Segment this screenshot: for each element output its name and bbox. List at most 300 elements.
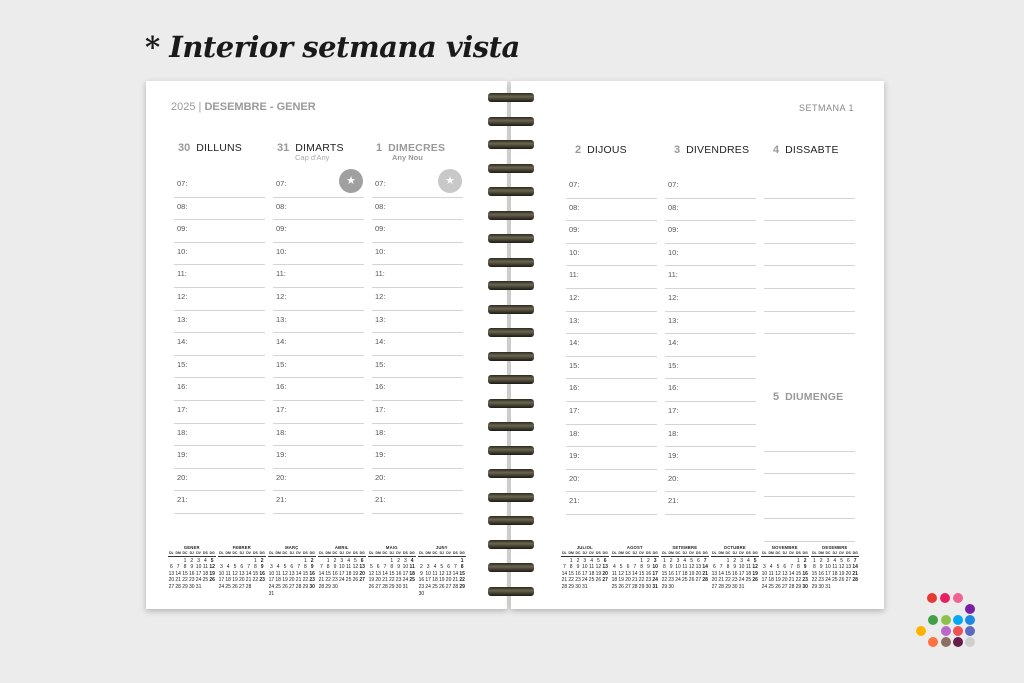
hour-row[interactable] [273,401,364,424]
hour-label: 13: [375,314,386,324]
hour-row[interactable] [665,492,756,515]
day-cell: 28 [452,583,459,590]
weekday-abbr: DV [738,550,745,557]
spiral-ring [488,187,534,197]
weekday-abbr: DG [802,550,809,557]
day-cell: 3 [676,557,680,564]
day-cell: 15 [795,570,802,577]
hour-row[interactable] [566,221,657,244]
day-cell: 28 [852,577,858,584]
hour-row[interactable] [665,221,756,244]
day-cell: 7 [383,564,387,571]
day-cell: 4 [347,557,350,564]
mini-calendar-grid [761,550,809,590]
day-number: 2 [575,144,582,156]
empty-cell [295,558,302,564]
hour-row[interactable] [665,244,756,267]
hour-label: 19: [177,450,188,460]
weekday-abbr: DM [275,550,282,557]
hour-label: 12: [375,292,386,301]
day-cell: 15 [325,570,331,577]
spiral-ring [488,328,534,338]
spiral-binding [488,90,534,610]
hour-row[interactable] [174,491,265,514]
hour-row[interactable] [273,243,364,266]
note-row[interactable] [764,221,855,244]
day-cell: 5 [619,564,623,571]
day-cell: 9 [420,570,423,577]
hour-row[interactable] [665,176,756,199]
weekday-abbr: DV [588,550,595,557]
hour-row[interactable] [273,198,364,221]
day-cell: 8 [326,564,330,571]
day-cell: 1 [796,557,800,564]
day-cell: 1 [663,557,666,564]
ring-wire [488,587,534,596]
day-cell: 22 [459,577,465,584]
hour-row[interactable] [273,288,364,311]
day-cell: 4 [683,557,687,564]
hour-label: 18: [668,428,679,438]
hour-row[interactable] [566,199,657,222]
spiral-ring [488,117,534,127]
mini-calendar-month: DESEMBRE [822,545,848,550]
hour-row[interactable] [566,312,657,335]
day-cell: 11 [202,564,208,571]
hour-row[interactable] [566,334,657,357]
hour-row[interactable] [566,379,657,402]
day-cell: 22 [182,577,188,584]
day-cell: 14 [452,570,459,577]
day-cell: 27 [359,577,365,584]
day-cell: 10 [402,564,409,571]
hour-row[interactable] [273,424,364,447]
note-row[interactable] [764,452,855,475]
hour-row[interactable] [273,311,364,334]
day-cell: 26 [368,583,375,590]
ring-wire [488,328,534,337]
hour-label: 19: [375,450,386,460]
day-column-dimarts [273,138,365,518]
note-row[interactable] [764,474,855,497]
day-cell: 14 [702,564,708,571]
hour-row[interactable] [372,198,463,221]
hour-label: 12: [668,293,679,302]
hour-row[interactable] [174,446,265,469]
day-cell: 25 [588,577,595,584]
day-cell: 10 [761,570,768,577]
hour-label: 18: [375,427,386,437]
weekday-abbr: DS [202,550,209,557]
note-row[interactable] [764,266,855,289]
day-cell: 13 [845,564,852,571]
hour-row[interactable] [665,357,756,380]
weekday-abbr: DS [845,550,852,557]
day-cell: 18 [432,577,438,584]
day-cell: 24 [825,577,831,584]
hour-row[interactable] [273,175,364,198]
hour-row[interactable] [174,265,265,288]
hour-row[interactable] [174,288,265,311]
hour-row[interactable] [372,220,463,243]
day-cell: 15 [252,570,259,577]
brand-dot [965,615,975,625]
note-row[interactable] [764,497,855,520]
weekday-abbr: DL [218,550,225,557]
day-cell: 24 [582,577,588,584]
day-cell: 23 [732,577,738,584]
day-cell: 19 [752,570,758,577]
day-cell: 19 [232,577,238,584]
day-cell: 17 [675,570,681,577]
hour-label: 08: [177,201,188,211]
weekday-abbr: DC [182,550,189,557]
hour-label: 19: [569,451,580,461]
day-cell: 3 [426,564,430,571]
day-cell: 29 [459,583,465,590]
spiral-ring [488,258,534,268]
day-cell: 21 [561,577,568,584]
hour-row[interactable] [665,312,756,335]
mini-calendar-grid [368,550,416,590]
day-cell: 13 [359,564,365,571]
day-cell: 30 [332,583,338,590]
day-cell: 20 [359,570,365,577]
day-cell: 27 [695,577,702,584]
hour-row[interactable] [665,289,756,312]
hour-row[interactable] [174,311,265,334]
hour-row[interactable] [273,356,364,379]
page-title: * Interior setmana vista [145,30,520,64]
hour-label: 19: [668,451,679,461]
weekday-abbr: DG [752,550,759,557]
weekday-abbr: DL [561,550,568,557]
hour-row[interactable] [174,378,265,401]
day-cell: 22 [811,577,818,584]
day-cell: 4 [746,557,750,564]
hour-row[interactable] [665,447,756,470]
day-cell: 22 [725,577,731,584]
day-name: DISSABTE [785,144,839,156]
hour-row[interactable] [372,378,463,401]
day-cell: 6 [713,564,716,571]
spiral-ring [488,375,534,385]
hour-row[interactable] [665,199,756,222]
note-row[interactable] [764,429,855,452]
day-cell: 22 [389,577,395,584]
day-cell: 9 [733,564,737,571]
day-cell: 8 [460,564,464,571]
hour-label: 14: [668,338,679,348]
day-cell: 21 [318,577,325,584]
hour-row[interactable] [665,379,756,402]
hour-row[interactable] [273,491,364,514]
hour-label: 13: [668,315,679,325]
day-cell: 16 [818,570,824,577]
hour-row[interactable] [372,491,463,514]
day-cell: 5 [233,564,237,571]
hour-row[interactable] [665,266,756,289]
hour-row[interactable] [372,288,463,311]
day-cell: 16 [332,570,338,577]
day-cell: 2 [190,557,194,564]
day-cell: 18 [409,570,415,577]
day-cell: 23 [189,577,195,584]
day-cell: 21 [788,577,795,584]
day-cell: 9 [803,564,807,571]
day-cell: 4 [433,564,437,571]
hour-row[interactable] [566,492,657,515]
day-cell: 30 [732,583,738,590]
day-cell: 17 [339,570,345,577]
hour-label: 20: [276,472,287,482]
day-cell: 29 [638,583,645,590]
hour-row[interactable] [566,447,657,470]
day-cell: 17 [268,577,275,584]
day-cell: 14 [382,570,388,577]
ring-wire [488,281,534,290]
weekday-abbr: DG [259,550,266,557]
day-cell: 30 [668,583,674,590]
day-cell: 18 [682,570,688,577]
hour-label: 07: [569,180,580,189]
mini-calendar-grid [418,550,466,597]
day-cell: 29 [811,583,818,590]
spiral-ring [488,211,534,221]
day-cell: 13 [695,564,702,571]
header-separator: | [198,101,202,113]
hour-label: 11: [668,270,678,280]
hour-row[interactable] [566,289,657,312]
day-cell: 21 [452,577,459,584]
day-cell: 29 [182,583,188,590]
hour-row[interactable] [372,401,463,424]
hour-row[interactable] [273,378,364,401]
day-name: DIMARTS [295,142,344,154]
day-cell: 27 [845,577,852,584]
day-cell: 16 [395,570,402,577]
hour-row[interactable] [174,333,265,356]
day-cell: 26 [688,577,695,584]
weekday-abbr: DJ [288,550,295,557]
day-cell: 6 [240,564,244,571]
day-cell: 3 [220,564,223,571]
day-cell: 4 [769,564,773,571]
day-cell: 15 [389,570,395,577]
day-cell: 3 [583,557,587,564]
note-row[interactable] [764,244,855,267]
day-cell: 8 [303,564,307,571]
hour-row[interactable] [372,265,463,288]
hour-row[interactable] [174,356,265,379]
hour-row[interactable] [566,425,657,448]
ring-wire [488,187,534,196]
day-cell: 28 [718,583,724,590]
hour-label: 19: [276,450,287,460]
weekday-abbr: DJ [831,550,838,557]
hour-row[interactable] [273,265,364,288]
hour-row[interactable] [174,220,265,243]
day-name: DILLUNS [196,142,242,154]
note-row[interactable] [764,312,855,335]
hour-row[interactable] [372,333,463,356]
day-name: DIVENDRES [686,144,750,156]
day-cell: 7 [297,564,300,571]
day-cell: 26 [618,583,624,590]
hour-label: 18: [569,428,580,438]
day-cell: 16 [668,570,674,577]
hour-row[interactable] [372,175,463,198]
hour-label: 15: [276,359,287,369]
mini-calendar-grid [268,550,316,597]
day-cell: 18 [768,577,774,584]
weekday-abbr: DJ [338,550,345,557]
day-cell: 14 [561,570,568,577]
day-cell: 26 [838,577,845,584]
weekday-abbr: DG [209,550,216,557]
weekday-abbr: DM [768,550,775,557]
note-row[interactable] [764,199,855,222]
day-cell: 10 [825,564,831,571]
day-number: 4 [773,144,780,156]
hour-row[interactable] [372,469,463,492]
hour-row[interactable] [174,401,265,424]
day-cell: 20 [168,577,175,584]
holiday-label: Cap d'Any [295,153,330,162]
week-label: SETMANA 1 [798,103,854,113]
hour-row[interactable] [174,469,265,492]
hour-row[interactable] [372,424,463,447]
hour-label: 08: [668,202,679,212]
hour-row[interactable] [273,220,364,243]
hour-row[interactable] [174,175,265,198]
brand-dot [953,626,963,636]
hour-row[interactable] [372,446,463,469]
hour-row[interactable] [665,334,756,357]
day-cell: 31 [268,590,275,597]
day-cell: 13 [625,570,631,577]
hour-row[interactable] [566,402,657,425]
day-cell: 26 [232,583,238,590]
hour-label: 10: [276,246,287,256]
hour-row[interactable] [566,176,657,199]
day-cell: 27 [375,583,381,590]
day-cell: 27 [711,583,718,590]
day-cell: 22 [252,577,259,584]
hour-row[interactable] [566,266,657,289]
spiral-ring [488,446,534,456]
day-cell: 2 [420,564,423,571]
hour-row[interactable] [566,244,657,267]
day-header [178,138,242,156]
day-cell: 7 [790,564,793,571]
hour-row[interactable] [566,357,657,380]
hour-row[interactable] [665,402,756,425]
weekday-abbr: DG [852,550,859,557]
day-cell: 11 [409,564,415,571]
day-cell: 18 [202,570,209,577]
weekday-abbr: DJ [631,550,638,557]
day-cell: 15 [661,570,668,577]
hour-row[interactable] [174,424,265,447]
ring-wire [488,446,534,455]
hour-row[interactable] [665,425,756,448]
brand-dot [941,626,951,636]
day-cell: 28 [788,583,795,590]
empty-cell [452,558,459,564]
note-row[interactable] [764,176,855,199]
weekday-abbr: DG [409,550,416,557]
day-cell: 9 [397,564,400,571]
weekday-abbr: DJ [781,550,788,557]
day-cell: 8 [726,564,730,571]
hour-row[interactable] [665,470,756,493]
empty-cell [432,558,439,564]
day-cell: 15 [568,570,574,577]
brand-dot [965,637,975,647]
hour-row[interactable] [372,311,463,334]
hour-row[interactable] [372,243,463,266]
day-cell: 11 [275,570,281,577]
day-cell: 24 [425,583,431,590]
hour-row[interactable] [372,356,463,379]
spiral-ring [488,234,534,244]
hour-row[interactable] [273,333,364,356]
day-cell: 6 [376,564,380,571]
day-cell: 10 [218,570,225,577]
day-cell: 17 [402,570,409,577]
day-cell: 6 [696,557,700,564]
empty-cell [275,558,282,564]
spiral-ring [488,281,534,291]
day-cell: 30 [189,583,195,590]
note-row[interactable] [764,289,855,312]
empty-cell [631,558,638,564]
day-cell: 27 [625,583,631,590]
day-cell: 2 [646,557,650,564]
day-cell: 13 [711,570,718,577]
day-cell: 14 [852,564,858,571]
day-cell: 2 [576,557,580,564]
day-cell: 7 [703,557,707,564]
ring-wire [488,493,534,502]
day-cell: 19 [595,570,602,577]
day-cell: 16 [418,577,425,584]
weekday-abbr: DV [245,550,252,557]
ring-wire [488,540,534,549]
hour-row[interactable] [273,446,364,469]
hour-row[interactable] [174,198,265,221]
day-cell: 1 [569,557,573,564]
brand-dot [965,626,975,636]
mini-calendar-grid [318,550,366,590]
day-cell: 27 [782,583,788,590]
weekday-abbr: DC [625,550,632,557]
hour-label: 15: [177,359,188,369]
weekday-abbr: DG [309,550,316,557]
hour-row[interactable] [273,469,364,492]
day-cell: 3 [403,557,407,564]
note-row[interactable] [764,519,855,542]
hour-row[interactable] [174,243,265,266]
day-cell: 19 [282,577,288,584]
day-cell: 10 [652,564,658,571]
day-cell: 12 [618,570,624,577]
day-cell: 1 [183,557,187,564]
day-cell: 7 [853,557,857,564]
hour-row[interactable] [566,470,657,493]
weekday-abbr: DJ [681,550,688,557]
